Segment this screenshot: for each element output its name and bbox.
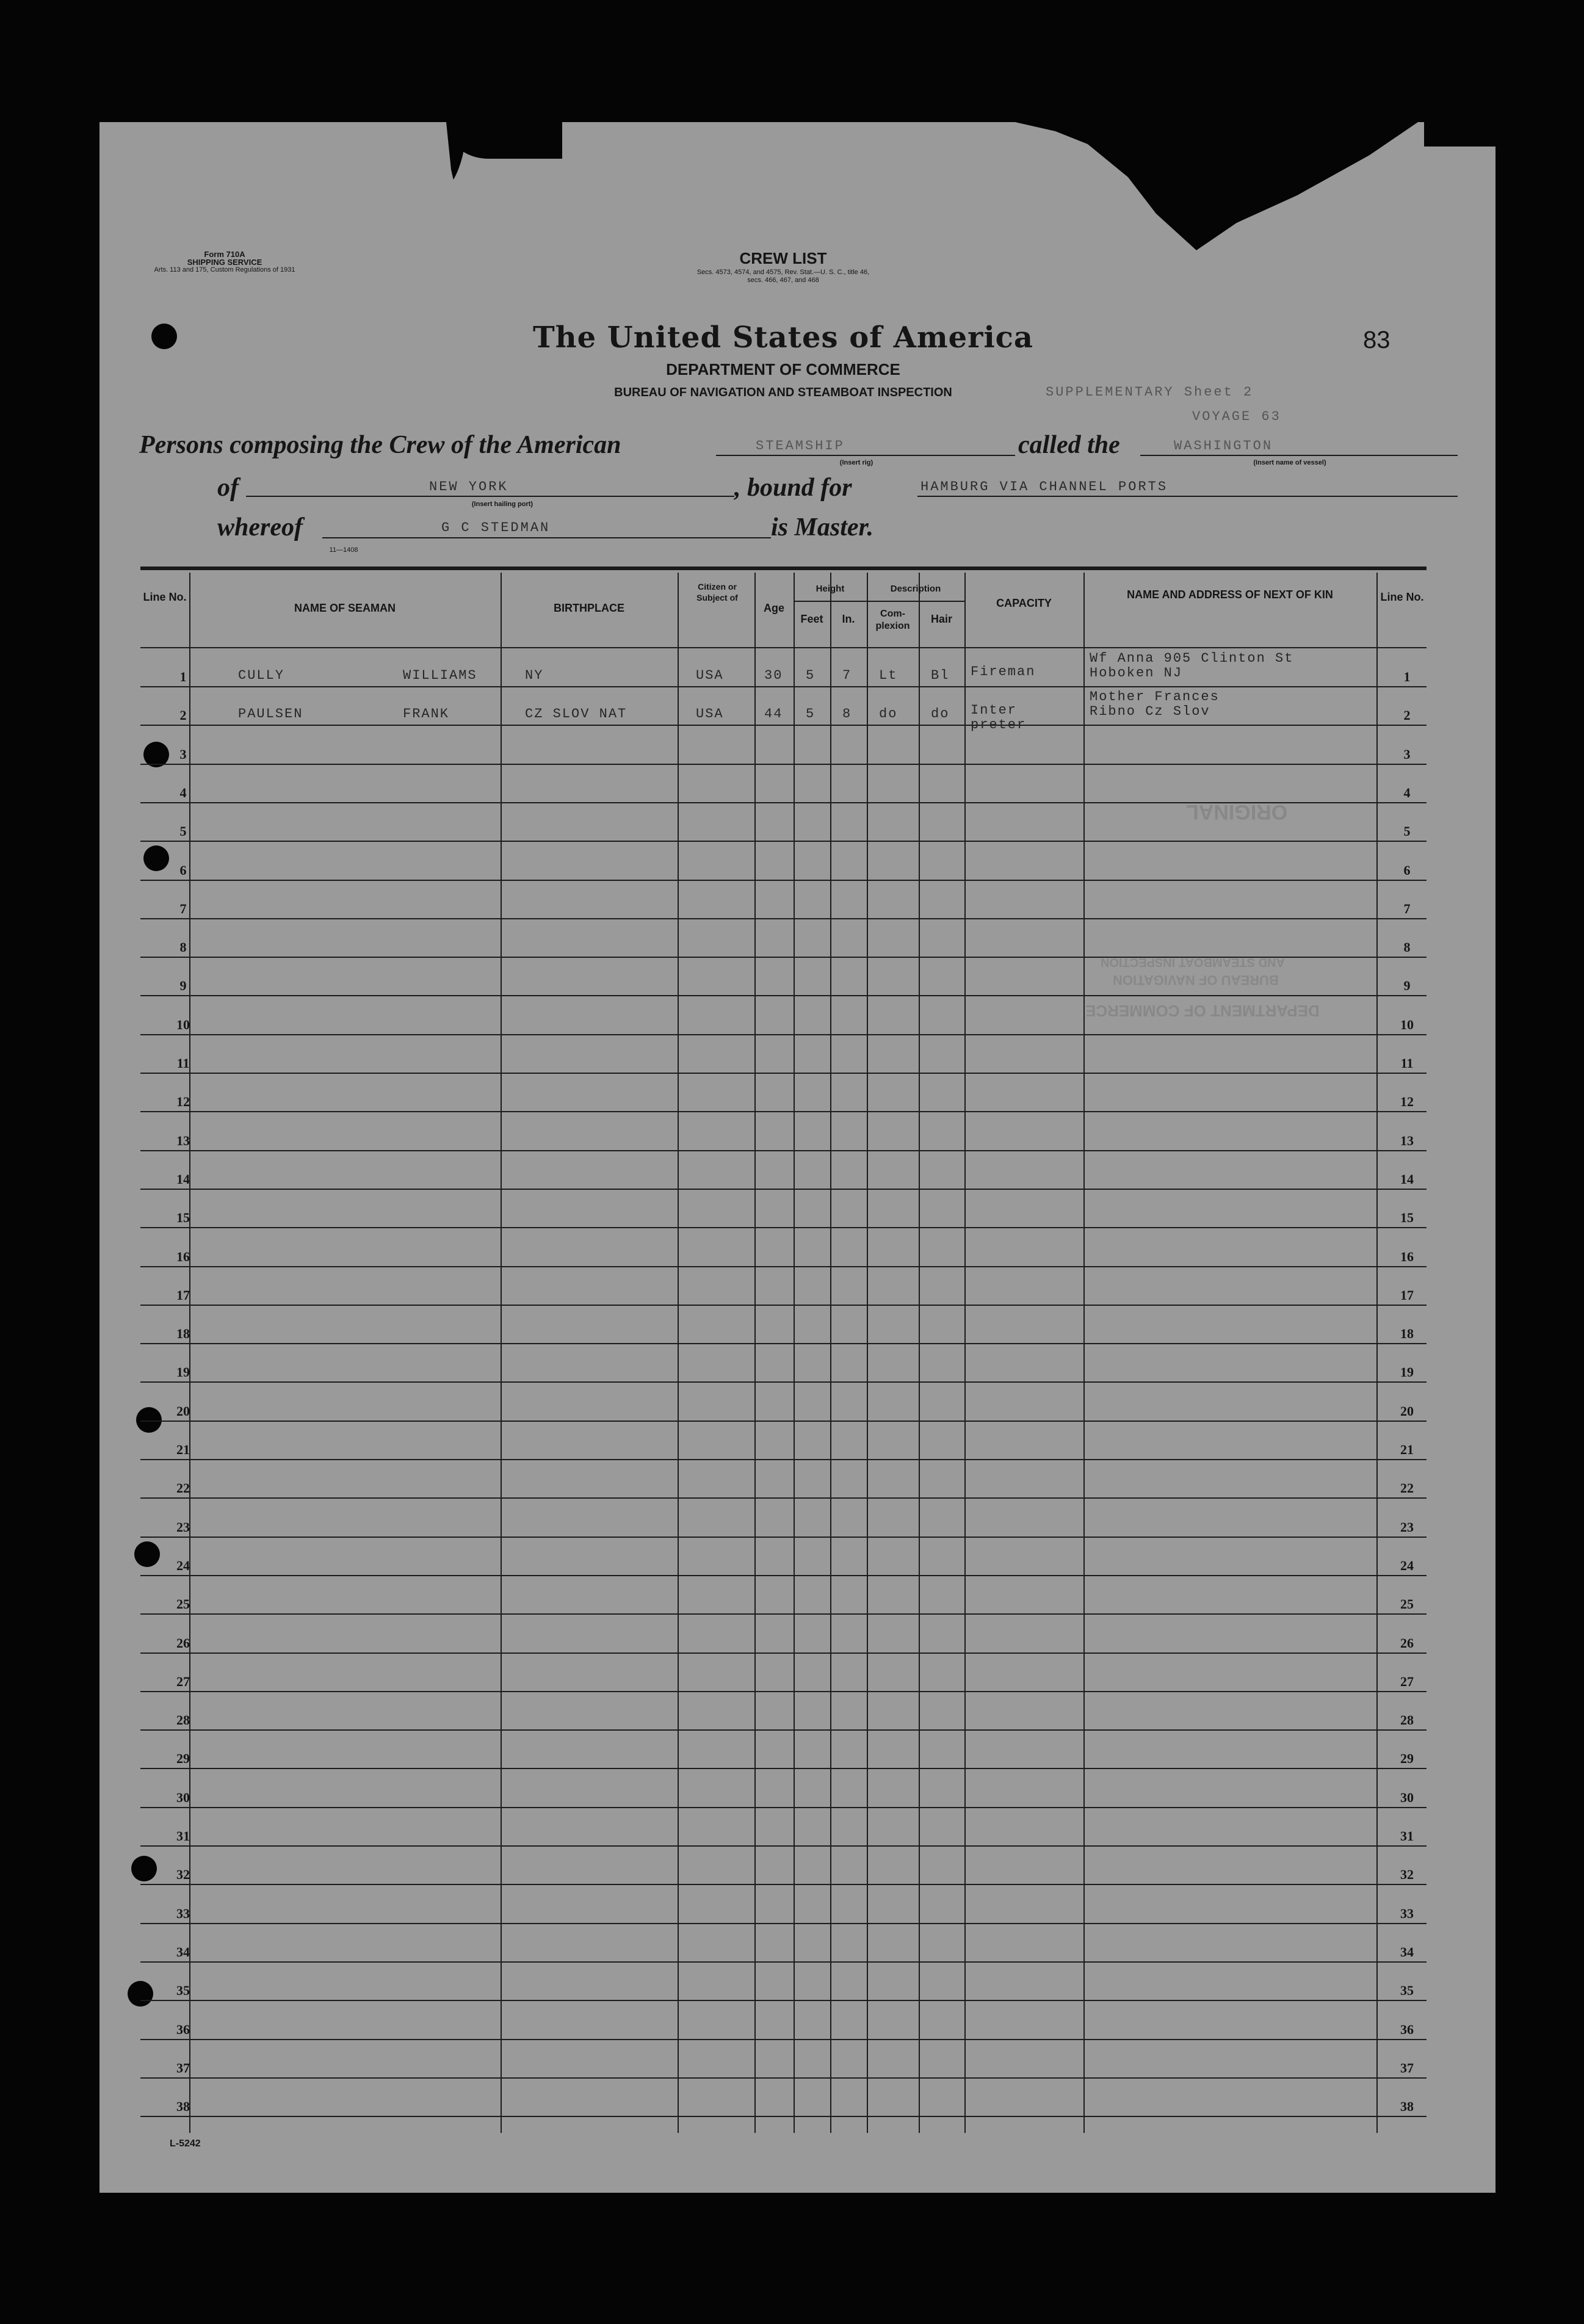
row-line-number-right: 27 xyxy=(1400,1673,1414,1689)
row-line-number-left: 22 xyxy=(176,1480,190,1496)
table-row xyxy=(140,1034,1427,1035)
country-heading: The United States of America xyxy=(532,320,1034,355)
table-row xyxy=(140,1845,1427,1847)
supplementary-sheet: SUPPLEMENTARY Sheet 2 xyxy=(1046,385,1254,400)
torn-edge xyxy=(1015,122,1418,305)
cell-feet: 5 xyxy=(806,706,816,722)
row-line-number-right: 10 xyxy=(1400,1016,1414,1032)
row-line-number-left: 24 xyxy=(176,1557,190,1573)
row-line-number-left: 38 xyxy=(176,2099,190,2115)
table-row xyxy=(140,1768,1427,1769)
form-service: SHIPPING SERVICE xyxy=(187,258,262,267)
row-line-number-left: 20 xyxy=(176,1403,190,1419)
table-row xyxy=(140,1653,1427,1654)
table-row xyxy=(140,1459,1427,1460)
table-row xyxy=(140,1691,1427,1692)
col-divider xyxy=(1376,573,1378,2133)
vessel-name-value: WASHINGTON xyxy=(1174,438,1273,454)
header-complexion: Com-plexion xyxy=(875,609,910,631)
stamp-steamboat: AND STEAMBOAT INSPECTION xyxy=(1101,955,1285,969)
cell-hair: do xyxy=(931,706,950,722)
header-inches: In. xyxy=(842,613,855,625)
row-line-number-left: 15 xyxy=(176,1210,190,1226)
row-line-number-left: 12 xyxy=(176,1094,190,1110)
cell-capacity-cont: preter xyxy=(971,717,1027,733)
table-row xyxy=(140,1497,1427,1499)
statute-reference xyxy=(600,269,966,284)
statute-line-1: Secs. 4573, 4574, and 4575, Rev. Stat.—U. S. C., title 46, xyxy=(696,269,870,276)
row-line-number-right: 9 xyxy=(1403,978,1411,994)
port-value: NEW YORK xyxy=(429,479,508,494)
row-line-number-right: 36 xyxy=(1400,2021,1414,2037)
label-called: called the xyxy=(1018,431,1120,459)
destination-value: HAMBURG VIA CHANNEL PORTS xyxy=(920,479,1168,494)
table-row xyxy=(140,1884,1427,1885)
rig-value: STEAMSHIP xyxy=(756,438,845,454)
port-line xyxy=(246,496,734,497)
row-line-number-right: 19 xyxy=(1400,1364,1414,1380)
row-line-number-left: 18 xyxy=(176,1326,190,1342)
cell-name-last: PAULSEN xyxy=(238,706,303,722)
row-line-number-left: 3 xyxy=(179,746,187,762)
row-line-number-right: 35 xyxy=(1400,1983,1414,1999)
row-line-number-left: 28 xyxy=(176,1712,190,1728)
destination-line xyxy=(917,496,1458,497)
form-number: Form 710A xyxy=(204,250,245,259)
cell-name-first: WILLIAMS xyxy=(403,668,477,683)
crew-list-document xyxy=(99,122,1495,2193)
punch-hole xyxy=(131,1856,157,1881)
row-line-number-left: 13 xyxy=(176,1132,190,1148)
row-line-number-left: 37 xyxy=(176,2060,190,2076)
cell-name-first: FRANK xyxy=(403,706,450,722)
row-line-number-right: 15 xyxy=(1400,1210,1414,1226)
row-line-number-left: 33 xyxy=(176,1905,190,1921)
header-line-no-right: Line No. xyxy=(1380,591,1424,603)
row-line-number-right: 1 xyxy=(1403,669,1411,684)
row-line-number-left: 4 xyxy=(179,784,187,800)
form-identifier xyxy=(133,250,316,274)
label-whereof: whereof xyxy=(217,513,303,541)
page-number: 83 xyxy=(1363,327,1391,353)
table-top-border xyxy=(140,567,1427,570)
cell-next-of-kin: Wf Anna 905 Clinton St xyxy=(1090,651,1294,666)
row-line-number-left: 17 xyxy=(176,1287,190,1303)
header-name: NAME OF SEAMAN xyxy=(294,602,396,614)
row-line-number-left: 16 xyxy=(176,1248,190,1264)
row-line-number-right: 5 xyxy=(1403,824,1411,839)
table-row xyxy=(140,1613,1427,1615)
table-row xyxy=(140,2077,1427,2079)
row-line-number-right: 25 xyxy=(1400,1596,1414,1612)
table-row xyxy=(140,2000,1427,2001)
table-row xyxy=(140,1421,1427,1422)
row-line-number-left: 31 xyxy=(176,1828,190,1844)
cell-inches: 7 xyxy=(842,668,852,683)
table-row xyxy=(140,1189,1427,1190)
row-line-number-right: 24 xyxy=(1400,1557,1414,1573)
table-row xyxy=(140,2039,1427,2040)
row-line-number-right: 6 xyxy=(1403,862,1411,878)
table-row xyxy=(140,1305,1427,1306)
row-line-number-right: 22 xyxy=(1400,1480,1414,1496)
table-row xyxy=(140,1961,1427,1963)
rig-line xyxy=(716,455,1015,456)
cell-capacity: Inter xyxy=(971,703,1018,719)
row-line-number-right: 21 xyxy=(1400,1442,1414,1457)
punch-hole xyxy=(151,324,177,349)
cell-inches: 8 xyxy=(842,706,852,722)
master-value: G C STEDMAN xyxy=(441,520,551,535)
punch-hole xyxy=(128,1981,153,2007)
table-row xyxy=(140,880,1427,881)
header-height: Height xyxy=(816,584,845,594)
label-master: is Master. xyxy=(771,513,874,541)
table-row xyxy=(140,1575,1427,1576)
row-line-number-right: 14 xyxy=(1400,1171,1414,1187)
department-heading: DEPARTMENT OF COMMERCE xyxy=(666,360,900,378)
row-line-number-right: 13 xyxy=(1400,1132,1414,1148)
cell-complexion: do xyxy=(879,706,898,722)
punch-hole xyxy=(134,1541,160,1567)
table-row xyxy=(140,1807,1427,1808)
stamp-bureau: BUREAU OF NAVIGATION xyxy=(1113,972,1279,988)
cell-capacity: Fireman xyxy=(971,664,1036,679)
col-divider xyxy=(754,573,756,2133)
row-line-number-left: 9 xyxy=(179,978,187,994)
row-line-number-right: 26 xyxy=(1400,1635,1414,1651)
row-line-number-left: 14 xyxy=(176,1171,190,1187)
cell-birthplace: CZ SLOV NAT xyxy=(525,706,627,722)
col-divider xyxy=(678,573,679,2133)
master-line xyxy=(322,537,771,538)
table-row xyxy=(140,918,1427,919)
cell-age: 30 xyxy=(764,668,783,683)
header-bottom-line xyxy=(140,647,1427,648)
col-divider xyxy=(867,573,868,2133)
cell-birthplace: NY xyxy=(525,668,544,683)
label-of: of xyxy=(217,474,239,502)
description-subdivider xyxy=(867,601,964,602)
table-row xyxy=(140,1343,1427,1344)
row-line-number-left: 29 xyxy=(176,1751,190,1767)
header-line-no: Line No. xyxy=(143,591,187,603)
row-line-number-right: 7 xyxy=(1403,900,1411,916)
row-line-number-left: 25 xyxy=(176,1596,190,1612)
vessel-caption: (Insert name of vessel) xyxy=(1253,459,1326,466)
col-divider xyxy=(189,573,190,2133)
col-divider xyxy=(794,573,795,2133)
row-line-number-left: 26 xyxy=(176,1635,190,1651)
table-row xyxy=(140,1073,1427,1074)
col-divider xyxy=(964,573,966,2133)
row-line-number-right: 28 xyxy=(1400,1712,1414,1728)
table-row xyxy=(140,1729,1427,1731)
row-line-number-left: 34 xyxy=(176,1944,190,1960)
row-line-number-left: 2 xyxy=(179,708,187,723)
col-divider xyxy=(919,573,920,2133)
row-line-number-right: 17 xyxy=(1400,1287,1414,1303)
port-caption: (Insert hailing port) xyxy=(471,501,533,508)
cell-complexion: Lt xyxy=(879,668,898,683)
row-line-number-right: 2 xyxy=(1403,708,1411,723)
col-divider xyxy=(501,573,502,2133)
row-line-number-left: 23 xyxy=(176,1519,190,1535)
header-feet: Feet xyxy=(800,613,823,625)
row-line-number-right: 23 xyxy=(1400,1519,1414,1535)
header-citizen: Citizen or Subject of xyxy=(696,582,738,603)
row-line-number-left: 36 xyxy=(176,2021,190,2037)
label-bound: , bound for xyxy=(734,474,852,502)
table-row xyxy=(140,1150,1427,1151)
header-birthplace: BIRTHPLACE xyxy=(554,602,624,614)
row-line-number-right: 4 xyxy=(1403,784,1411,800)
table-row xyxy=(140,1537,1427,1538)
stamp-original: ORIGINAL xyxy=(1186,800,1288,824)
form-articles: Arts. 113 and 175, Custom Regulations of 1931 xyxy=(154,266,295,273)
row-line-number-left: 5 xyxy=(179,824,187,839)
vessel-name-line xyxy=(1140,455,1458,456)
row-line-number-right: 12 xyxy=(1400,1094,1414,1110)
row-line-number-left: 35 xyxy=(176,1983,190,1999)
row-line-number-right: 11 xyxy=(1400,1055,1414,1071)
table-row xyxy=(140,1266,1427,1267)
header-capacity: CAPACITY xyxy=(996,597,1052,609)
torn-edge xyxy=(452,122,562,159)
stamp-department: DEPARTMENT OF COMMERCE xyxy=(1085,1002,1320,1020)
cell-name-last: CULLY xyxy=(238,668,285,683)
label-persons: Persons composing the Crew of the American xyxy=(139,431,621,459)
row-line-number-left: 10 xyxy=(176,1016,190,1032)
row-line-number-right: 37 xyxy=(1400,2060,1414,2076)
row-line-number-right: 29 xyxy=(1400,1751,1414,1767)
row-line-number-right: 20 xyxy=(1400,1403,1414,1419)
row-line-number-right: 32 xyxy=(1400,1867,1414,1883)
header-next-of-kin: NAME AND ADDRESS OF NEXT OF KIN xyxy=(1127,588,1333,601)
row-line-number-right: 34 xyxy=(1400,1944,1414,1960)
header-description: Description xyxy=(890,584,941,594)
table-row xyxy=(140,1381,1427,1383)
table-row xyxy=(140,686,1427,687)
voyage-number: VOYAGE 63 xyxy=(1192,409,1281,424)
row-line-number-right: 31 xyxy=(1400,1828,1414,1844)
header-age: Age xyxy=(763,602,784,614)
table-row xyxy=(140,841,1427,842)
row-line-number-right: 33 xyxy=(1400,1905,1414,1921)
cell-next-of-kin-cont: Hoboken NJ xyxy=(1090,665,1183,681)
table-row xyxy=(140,1227,1427,1228)
table-row xyxy=(140,1923,1427,1924)
row-line-number-right: 8 xyxy=(1403,939,1411,955)
table-row xyxy=(140,995,1427,996)
table-row xyxy=(140,1111,1427,1112)
row-line-number-left: 19 xyxy=(176,1364,190,1380)
table-row xyxy=(140,2116,1427,2117)
row-line-number-left: 21 xyxy=(176,1442,190,1457)
cell-citizen: USA xyxy=(696,668,724,683)
row-line-number-left: 1 xyxy=(179,669,187,684)
cell-citizen: USA xyxy=(696,706,724,722)
col-divider xyxy=(1083,573,1085,2133)
print-code: 11—1408 xyxy=(329,546,358,554)
cell-age: 44 xyxy=(764,706,783,722)
row-line-number-left: 7 xyxy=(179,900,187,916)
row-line-number-left: 6 xyxy=(179,862,187,878)
footer-code: L-5242 xyxy=(170,2138,201,2149)
row-line-number-right: 38 xyxy=(1400,2099,1414,2115)
header-hair: Hair xyxy=(930,613,952,625)
table-row xyxy=(140,764,1427,765)
row-line-number-left: 30 xyxy=(176,1789,190,1805)
torn-edge xyxy=(417,122,466,201)
cell-next-of-kin-cont: Ribno Cz Slov xyxy=(1090,704,1210,720)
row-line-number-right: 3 xyxy=(1403,746,1411,762)
statute-line-2: secs. 466, 467, and 468 xyxy=(747,277,819,284)
page-title: CREW LIST xyxy=(739,249,827,267)
row-line-number-right: 16 xyxy=(1400,1248,1414,1264)
cell-feet: 5 xyxy=(806,668,816,683)
table-row xyxy=(140,725,1427,726)
row-line-number-left: 8 xyxy=(179,939,187,955)
row-line-number-left: 32 xyxy=(176,1867,190,1883)
col-divider xyxy=(830,573,831,2133)
row-line-number-right: 18 xyxy=(1400,1326,1414,1342)
rig-caption: (Insert rig) xyxy=(839,459,873,466)
row-line-number-left: 11 xyxy=(176,1055,190,1071)
bureau-heading: BUREAU OF NAVIGATION AND STEAMBOAT INSPECTION xyxy=(614,386,952,399)
row-line-number-right: 30 xyxy=(1400,1789,1414,1805)
row-line-number-left: 27 xyxy=(176,1673,190,1689)
cell-next-of-kin: Mother Frances xyxy=(1090,689,1220,705)
cell-hair: Bl xyxy=(931,668,950,683)
torn-edge xyxy=(1424,122,1495,147)
